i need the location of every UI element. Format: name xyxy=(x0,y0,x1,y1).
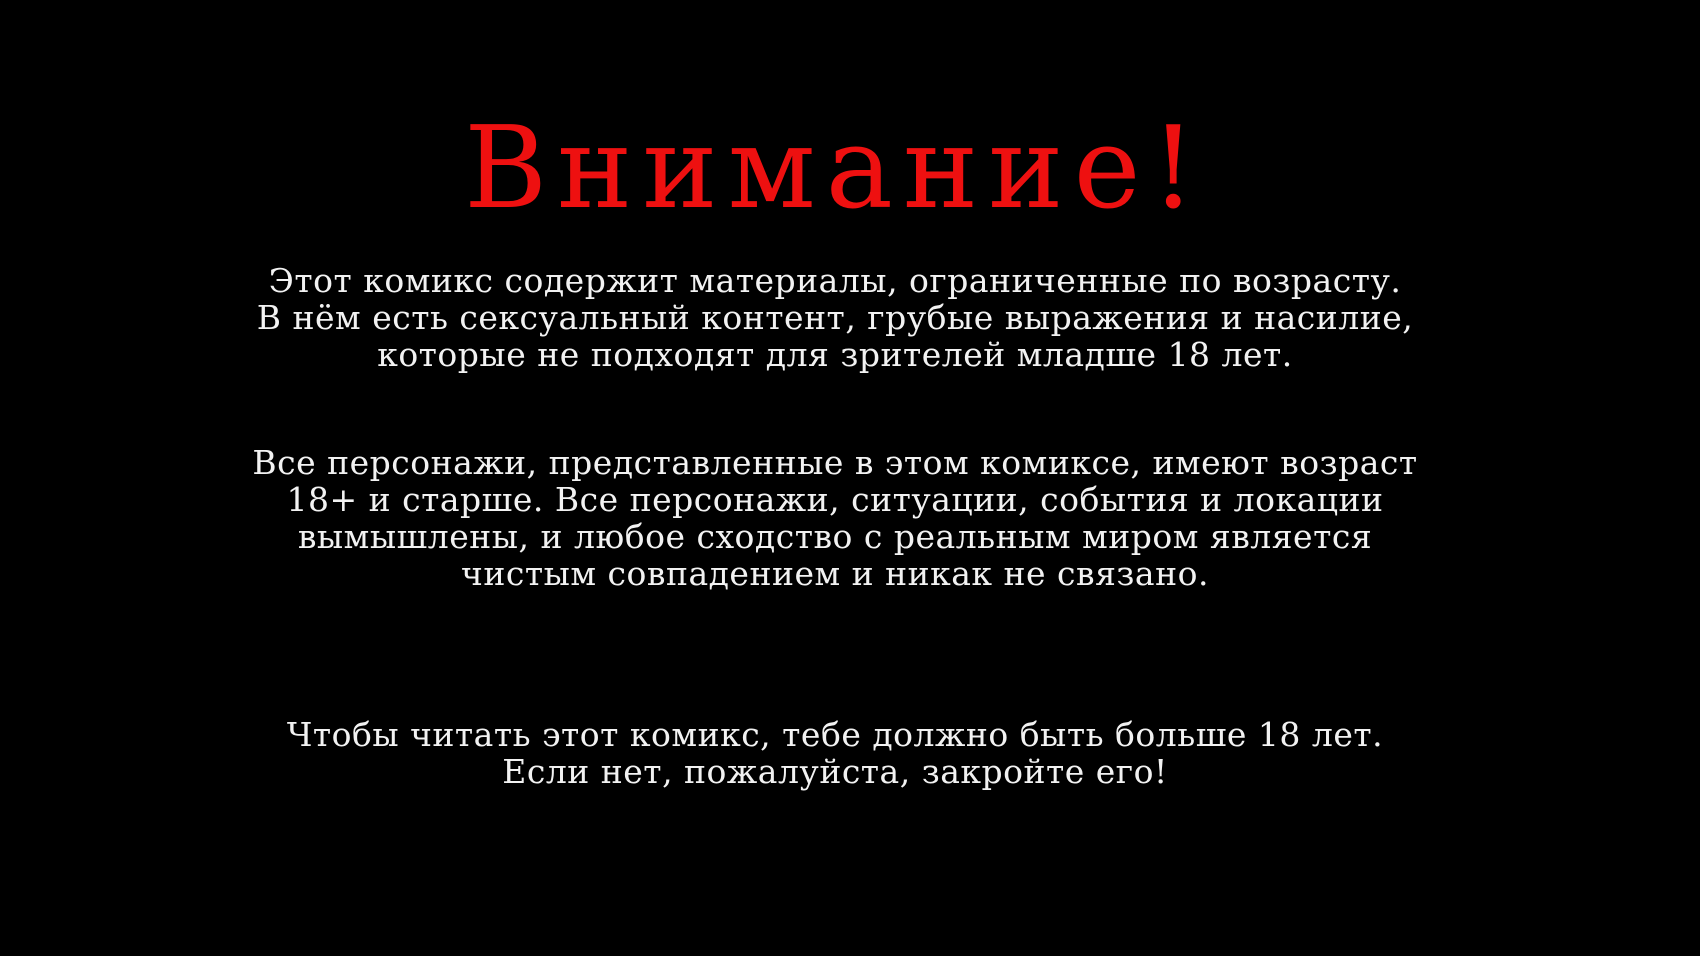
warning-title: Внимание! xyxy=(464,102,1206,234)
paragraph-line: вымышлены, и любое сходство с реальным миром является xyxy=(297,517,1373,556)
reader-age-notice-paragraph xyxy=(0,716,1670,790)
paragraph-line: 18+ и старше. Все персонажи, ситуации, события и локации xyxy=(286,480,1384,519)
paragraph-line: Все персонажи, представленные в этом комиксе, имеют возраст xyxy=(252,443,1418,482)
paragraph-line: которые не подходят для зрителей младше 18 лет. xyxy=(377,335,1293,374)
paragraph-line: Чтобы читать этот комикс, тебе должно быть больше 18 лет. xyxy=(286,715,1384,754)
paragraph-line: чистым совпадением и никак не связано. xyxy=(461,554,1209,593)
fiction-disclaimer-paragraph xyxy=(0,444,1670,592)
paragraph-line: В нём есть сексуальный контент, грубые выражения и насилие, xyxy=(256,298,1414,337)
age-restriction-paragraph xyxy=(0,262,1670,373)
paragraph-line: Этот комикс содержит материалы, ограниченные по возрасту. xyxy=(268,261,1402,300)
paragraph-line: Если нет, пожалуйста, закройте его! xyxy=(502,752,1168,791)
